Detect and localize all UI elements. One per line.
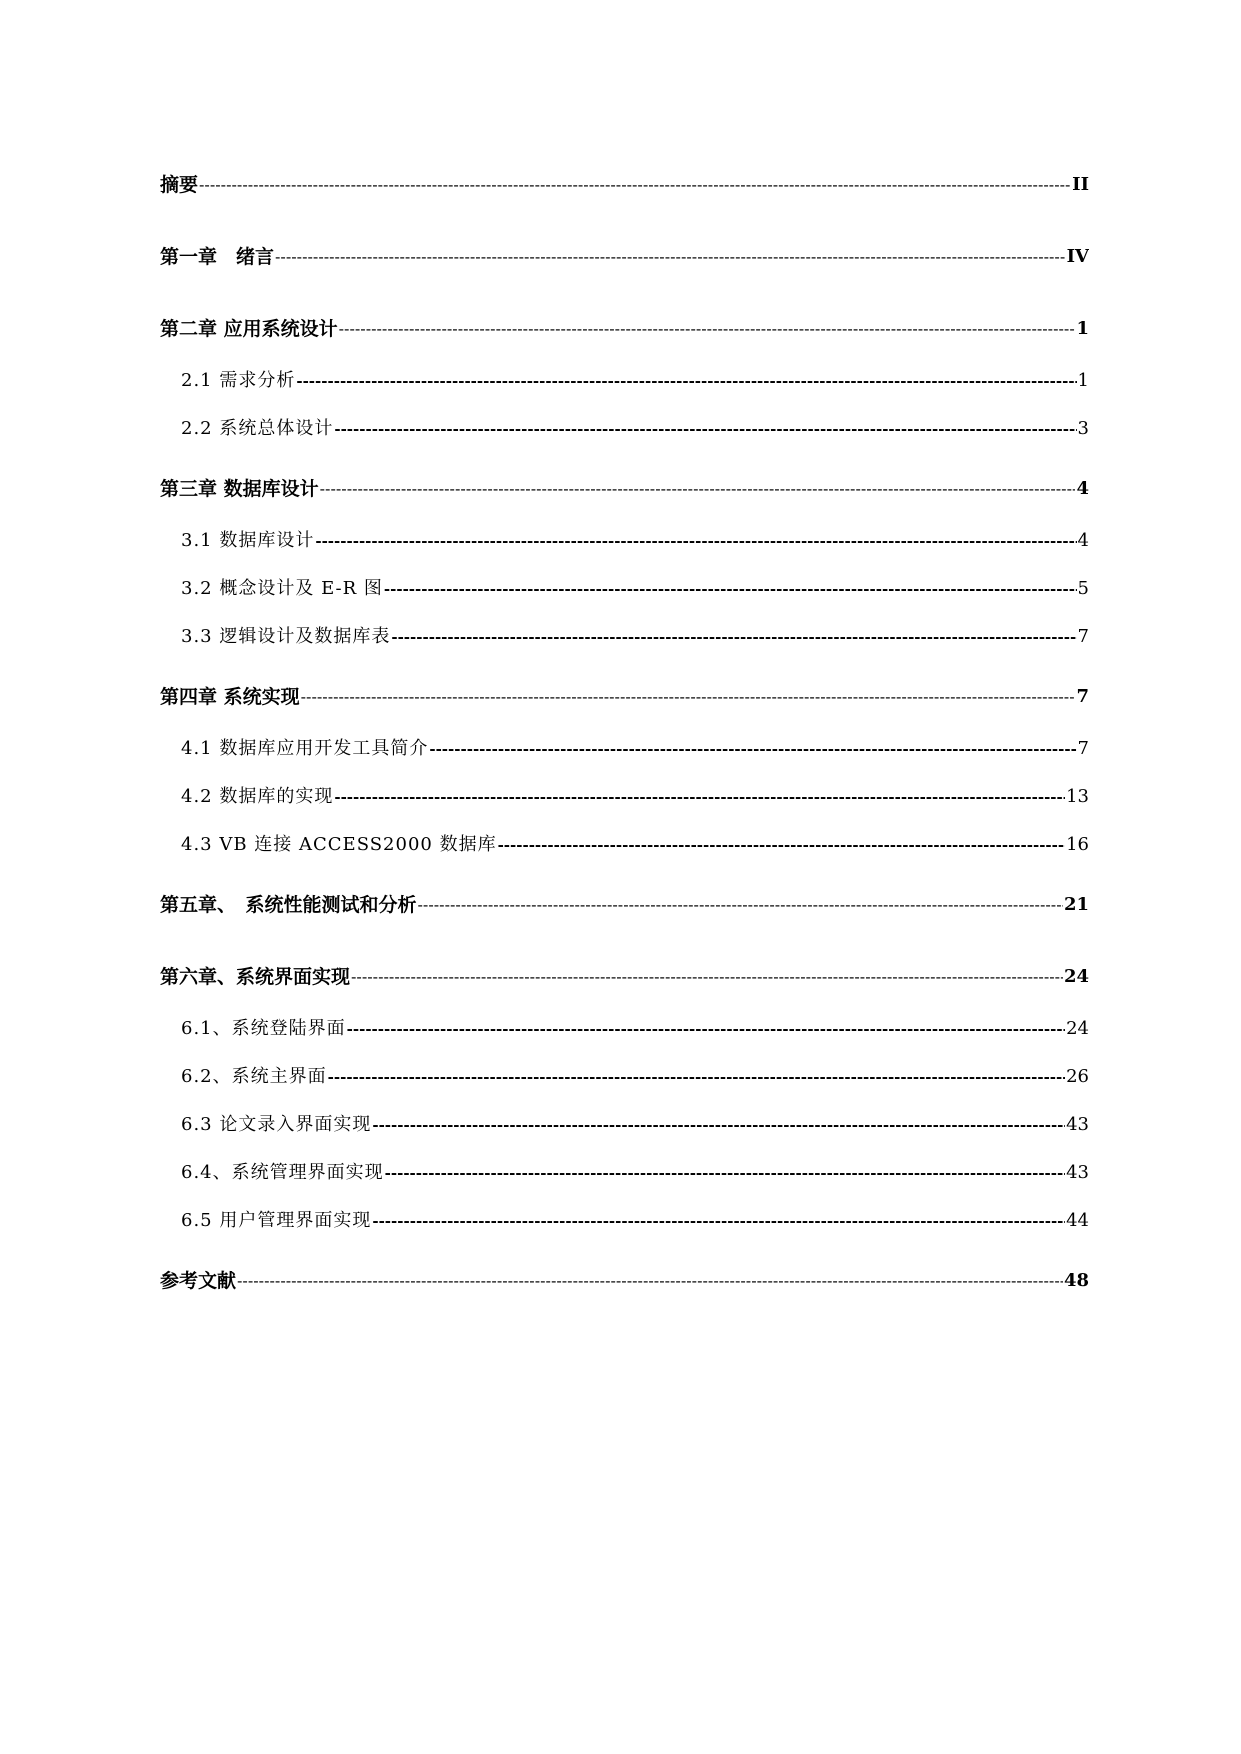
toc-entry-section-4-2[interactable] <box>160 782 1089 812</box>
dot-leader <box>347 1014 1065 1044</box>
toc-entry-title: 第三章 数据库设计 <box>160 478 319 500</box>
dot-leader <box>328 1062 1065 1092</box>
toc-entry-section-3-1[interactable] <box>160 526 1089 556</box>
toc-entry-title: 参考文献 <box>160 1270 237 1292</box>
toc-entry-title: 6.3 论文录入界面实现 <box>181 1114 372 1135</box>
toc-entry-page: 24 <box>1066 1018 1089 1039</box>
toc-entry-page: IV <box>1066 246 1089 267</box>
table-of-contents <box>160 170 1089 1338</box>
toc-entry-section-2-1[interactable] <box>160 366 1089 396</box>
toc-entry-title: 6.4、系统管理界面实现 <box>181 1162 384 1183</box>
toc-entry-chapter-5[interactable] <box>160 890 1089 920</box>
toc-entry-title: 2.2 系统总体设计 <box>181 418 334 439</box>
toc-entry-title: 第一章 绪言 <box>160 246 275 268</box>
toc-entry-title: 6.5 用户管理界面实现 <box>181 1210 372 1231</box>
toc-entry-section-6-5[interactable] <box>160 1206 1089 1236</box>
dot-leader <box>301 682 1076 712</box>
dot-leader <box>199 170 1071 200</box>
toc-entry-page: 43 <box>1066 1114 1089 1135</box>
toc-entry-title: 4.2 数据库的实现 <box>181 786 334 807</box>
toc-entry-title: 6.2、系统主界面 <box>181 1066 327 1087</box>
toc-entry-section-2-2[interactable] <box>160 414 1089 444</box>
dot-leader <box>498 830 1066 860</box>
toc-entry-page: 1 <box>1077 370 1089 391</box>
dot-leader <box>384 574 1077 604</box>
toc-entry-section-6-3[interactable] <box>160 1110 1089 1140</box>
toc-entry-title: 4.1 数据库应用开发工具简介 <box>181 738 429 759</box>
toc-entry-page: 4 <box>1076 478 1089 499</box>
toc-entry-page: 24 <box>1063 966 1089 987</box>
toc-entry-section-3-2[interactable] <box>160 574 1089 604</box>
toc-entry-title: 3.3 逻辑设计及数据库表 <box>181 626 391 647</box>
toc-entry-page: 16 <box>1066 834 1089 855</box>
dot-leader <box>391 622 1076 652</box>
toc-entry-title: 第五章、 系统性能测试和分析 <box>160 894 417 916</box>
toc-entry-title: 3.1 数据库设计 <box>181 530 315 551</box>
toc-entry-section-4-1[interactable] <box>160 734 1089 764</box>
dot-leader <box>334 414 1076 444</box>
dot-leader <box>429 734 1076 764</box>
toc-entry-references[interactable] <box>160 1266 1089 1296</box>
toc-entry-chapter-3[interactable] <box>160 474 1089 504</box>
toc-entry-title: 摘要 <box>160 174 199 196</box>
toc-entry-section-4-3[interactable] <box>160 830 1089 860</box>
toc-entry-page: 43 <box>1066 1162 1089 1183</box>
dot-leader <box>275 242 1066 272</box>
toc-entry-page: 5 <box>1077 578 1089 599</box>
toc-entry-title: 3.2 概念设计及 E-R 图 <box>181 578 383 599</box>
dot-leader <box>334 782 1065 812</box>
toc-entry-title: 第四章 系统实现 <box>160 686 300 708</box>
toc-entry-section-6-4[interactable] <box>160 1158 1089 1188</box>
toc-entry-page: 3 <box>1077 418 1089 439</box>
toc-entry-page: 7 <box>1077 738 1089 759</box>
toc-entry-page: 48 <box>1063 1270 1089 1291</box>
dot-leader <box>372 1110 1065 1140</box>
dot-leader <box>385 1158 1065 1188</box>
toc-entry-section-6-2[interactable] <box>160 1062 1089 1092</box>
toc-entry-page: 1 <box>1076 318 1089 339</box>
toc-entry-section-3-3[interactable] <box>160 622 1089 652</box>
toc-entry-section-6-1[interactable] <box>160 1014 1089 1044</box>
toc-entry-chapter-2[interactable] <box>160 314 1089 344</box>
dot-leader <box>320 474 1076 504</box>
toc-entry-title: 第二章 应用系统设计 <box>160 318 338 340</box>
toc-entry-page: II <box>1072 174 1089 195</box>
dot-leader <box>237 1266 1063 1296</box>
toc-entry-abstract[interactable] <box>160 170 1089 200</box>
dot-leader <box>418 890 1063 920</box>
toc-entry-page: 44 <box>1066 1210 1089 1231</box>
toc-entry-title: 6.1、系统登陆界面 <box>181 1018 346 1039</box>
toc-entry-title: 4.3 VB 连接 ACCESS2000 数据库 <box>181 834 497 855</box>
toc-entry-title: 第六章、系统界面实现 <box>160 966 351 988</box>
dot-leader <box>315 526 1076 556</box>
toc-entry-chapter-6[interactable] <box>160 962 1089 992</box>
dot-leader <box>296 366 1076 396</box>
toc-entry-page: 21 <box>1063 894 1089 915</box>
dot-leader <box>372 1206 1065 1236</box>
toc-entry-page: 4 <box>1077 530 1089 551</box>
toc-entry-page: 13 <box>1066 786 1089 807</box>
toc-entry-page: 7 <box>1077 626 1089 647</box>
dot-leader <box>351 962 1063 992</box>
toc-entry-chapter-1[interactable] <box>160 242 1089 272</box>
toc-entry-title: 2.1 需求分析 <box>181 370 296 391</box>
toc-entry-chapter-4[interactable] <box>160 682 1089 712</box>
toc-entry-page: 26 <box>1066 1066 1089 1087</box>
toc-entry-page: 7 <box>1076 686 1089 707</box>
dot-leader <box>339 314 1076 344</box>
